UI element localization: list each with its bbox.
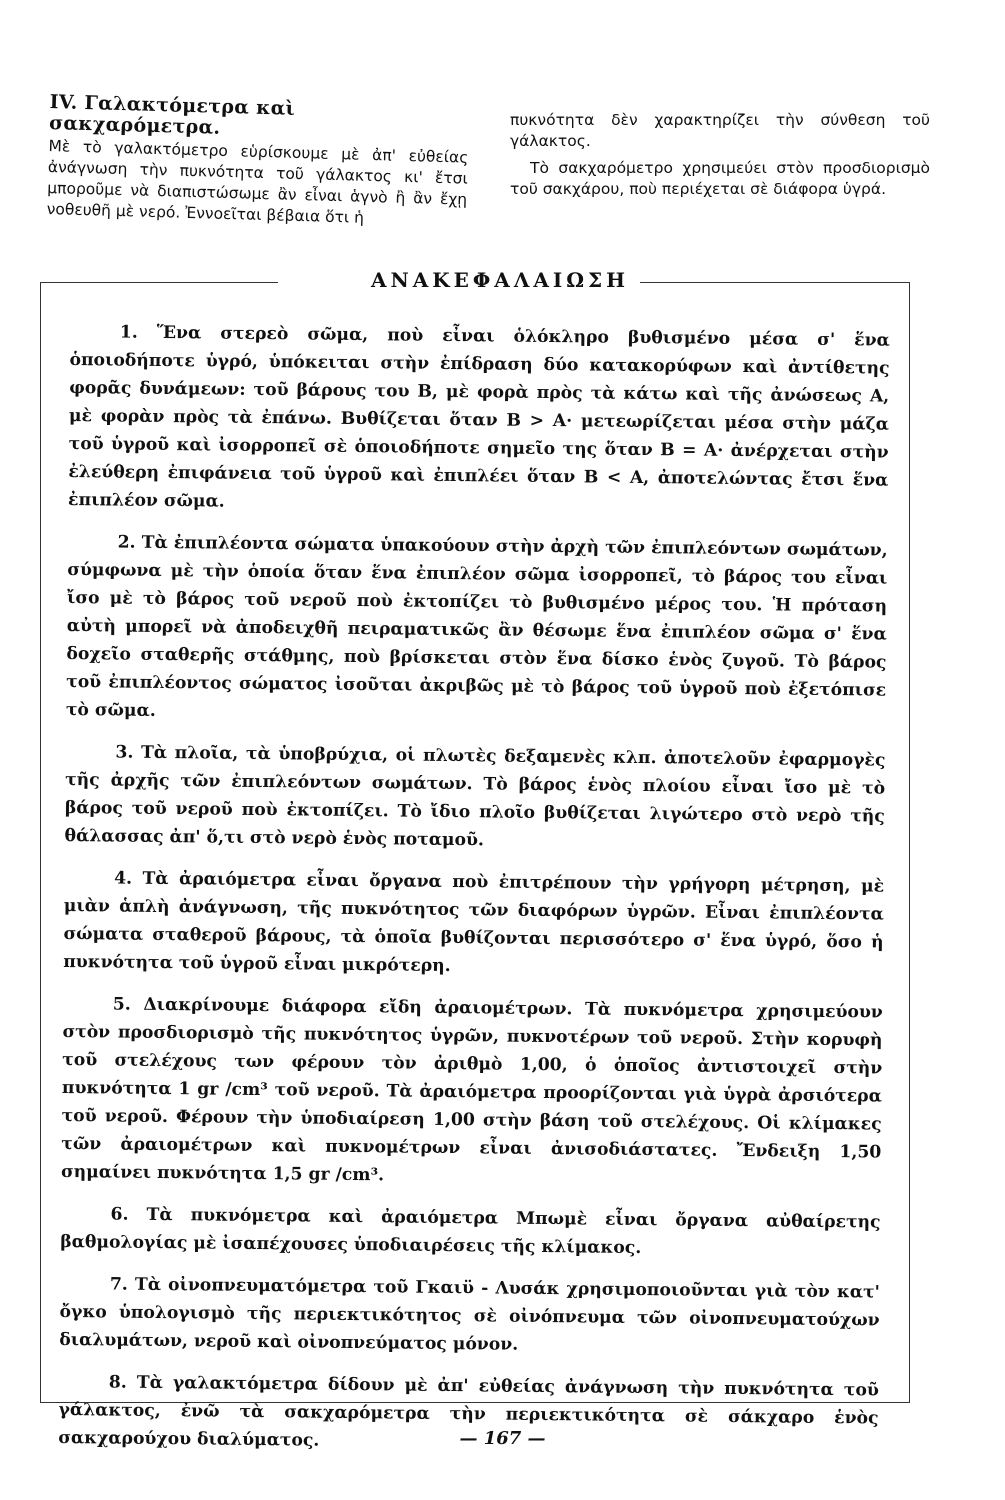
summary-item-2: 2. Τὰ ἐπιπλέοντα σώματα ὑπακούουν στὴν ἀρχὴ τῶν ἐπιπλεόντων σωμάτων, σύμφωνα μὲ τὴν ὁποία ὅταν ἕνα ἐπιπλέον σῶμα ἰσορροπεῖ, τὸ βάρος του εἶναι ἴσο μὲ τὸ βάρος τοῦ νεροῦ ποὺ ἐκτοπίζει τὸ βυθισμένο μέρος του. Ἡ πρόταση αὐτὴ μπορεῖ νὰ ἀποδειχθῆ πειραματικῶς ἂν θέσωμε ἕνα ἐπιπλέον σῶμα σ' ἕνα δοχεῖο σταθερῆς στάθμης, ποὺ βρίσκεται στὸν ἕνα δίσκο ἑνὸς ζυγοῦ. Τὸ βάρος τοῦ ἐπιπλέοντος σώματος ἰσοῦται ἀκριβῶς μὲ τὸ βάρος τοῦ ὑγροῦ ποὺ ἐξετόπισε τὸ σῶμα. <box>65 532 888 721</box>
right-paragraph-1: πυκνότητα δὲν χαρακτηρίζει τὴν σύνθεση τοῦ γάλακτος. <box>510 111 930 150</box>
section-heading: IV. Γαλακτόμετρα καὶ σακχαρόμετρα. <box>48 91 296 139</box>
summary-item-1: 1. Ἕνα στερεὸ σῶμα, ποὺ εἶναι ὁλόκληρο βυθισμένο μέσα σ' ἕνα ὁποιοδήποτε ὑγρό, ὑπόκειται στὴν ἐπίδραση δύο κατακορύφων καὶ ἀντίθετης φορᾶς δυνάμεων: τοῦ βάρους του Β, μὲ φορὰ πρὸς τὰ κάτω καὶ τῆς ἀνώσεως Α, μὲ φορὰν πρὸς τὰ ἐπάνω. Βυθίζεται ὅταν Β > Α· μετεωρίζεται μέσα στὴν μάζα τοῦ ὑγροῦ καὶ ἰσορροπεῖ σὲ ὁποιοδήποτε σημεῖο της ὅταν Β = Α· ἀνέρχεται στὴν ἐλεύθερη ἐπιφάνεια τοῦ ὑγροῦ καὶ ἐπιπλέει ὅταν Β < Α, ἀποτελώντας ἔτσι ἕνα ἐπιπλέον σῶμα. <box>67 322 890 512</box>
right-paragraph-2: Τὸ σακχαρόμετρο χρησιμεύει στὸν προσδιορισμὸ τοῦ σακχάρου, ποὺ περιέχεται σὲ διάφορα ὑγρά. <box>510 159 930 198</box>
top-section <box>46 91 930 227</box>
summary-item-5: 5. Διακρίνουμε διάφορα εἴδη ἀραιομέτρων. Τὰ πυκνόμετρα χρησιμεύουν στὸν προσδιορισμὸ τῆς πυκνότητος ὑγρῶν, πυκνοτέρων τοῦ νεροῦ. Στὴν κορυφὴ τοῦ στελέχους των φέρουν τὸν ἀριθμὸ 1,00, ὁ ὁποῖος ἀντιστοιχεῖ στὴν πυκνότητα 1 gr /cm³ τοῦ νεροῦ. Τὰ ἀραιόμετρα προορίζονται γιὰ ὑγρὰ ἀρσιότερα τοῦ νεροῦ. Φέρουν τὴν ὑποδιαίρεση 1,00 στὴν βάση τοῦ στελέχους. Οἱ κλίμακες τῶν ἀραιομέτρων καὶ πυκνομέτρων εἶναι ἀνισοδιάστατες. Ἔνδειξη 1,50 σημαίνει πυκνότητα 1,5 gr /cm³. <box>60 994 883 1186</box>
left-paragraph: Μὲ τὸ γαλακτόμετρο εὑρίσκουμε μὲ ἀπ' εὐθείας ἀνάγνωση τὴν πυκνότητα τοῦ γάλακτος κι' ἔτσι μποροῦμε νὰ διαπιστώσωμε ἂν εἶναι ἁγνὸ ἢ ἂν ἔχῃ νοθευθῆ μὲ νερό. Ἐννοεῖται βέβαια ὅτι ἡ <box>46 136 469 227</box>
summary-item-8: 8. Τὰ γαλακτόμετρα δίδουν μὲ ἀπ' εὐθείας ἀνάγνωση τὴν πυκνότητα τοῦ γάλακτος, ἐνῶ τὰ σακχαρόμετρα τὴν περιεκτικότητα σὲ σάκχαρο ἑνὸς σακχαρούχου διαλύματος. <box>58 1372 879 1451</box>
right-column <box>510 92 930 220</box>
summary-box-top-rule-left <box>40 282 278 283</box>
summary-item-6: 6. Τὰ πυκνόμετρα καὶ ἀραιόμετρα Μπωμὲ εἶναι ὄργανα αὐθαίρετης βαθμολογίας μὲ ἰσαπέχουσες ὑποδιαιρέσεις τῆς κλίμακος. <box>60 1204 881 1259</box>
left-column <box>46 92 469 232</box>
summary-item-3: 3. Τὰ πλοῖα, τὰ ὑποβρύχια, οἱ πλωτὲς δεξαμενὲς κλπ. ἀποτελοῦν ἐφαρμογὲς τῆς ἀρχῆς τῶν ἐπιπλεόντων σωμάτων. Τὸ βάρος ἑνὸς πλοίου εἶναι ἴσο μὲ τὸ βάρος τοῦ νεροῦ ποὺ ἐκτοπίζει. Τὸ ἴδιο πλοῖο βυθίζεται λιγώτερο στὸ νερὸ τῆς θάλασσας ἀπ' ὅ,τι στὸ νερὸ ἑνὸς ποταμοῦ. <box>64 742 886 851</box>
summary-item-7: 7. Τὰ οἰνοπνευματόμετρα τοῦ Γκαιϋ - Λυσάκ χρησιμοποιοῦνται γιὰ τὸν κατ' ὄγκο ὑπολογισμὸ τῆς περιεκτικότητος σὲ οἰνόπνευμα τῶν οἰνοπνευματούχων διαλυμάτων, νεροῦ καὶ οἰνοπνεύματος μόνον. <box>59 1274 880 1355</box>
summary-title: ΑΝΑΚΕΦΑΛΑΙΩΣΗ <box>370 268 630 292</box>
summary-items <box>58 318 890 1475</box>
page-number: — 167 — <box>459 1428 546 1449</box>
summary-item-4: 4. Τὰ ἀραιόμετρα εἶναι ὄργανα ποὺ ἐπιτρέπουν τὴν γρήγορη μέτρηση, μὲ μιὰν ἁπλὴ ἀνάγνωση, τῆς πυκνότητος τῶν διαφόρων ὑγρῶν. Εἶναι ἐπιπλέοντα σώματα σταθεροῦ βάρους, τὰ ὁποῖα βυθίζονται περισσότερο σ' ἕνα ὑγρό, ὅσο ἡ πυκνότητα τοῦ ὑγροῦ εἶναι μικρότερη. <box>63 868 885 977</box>
